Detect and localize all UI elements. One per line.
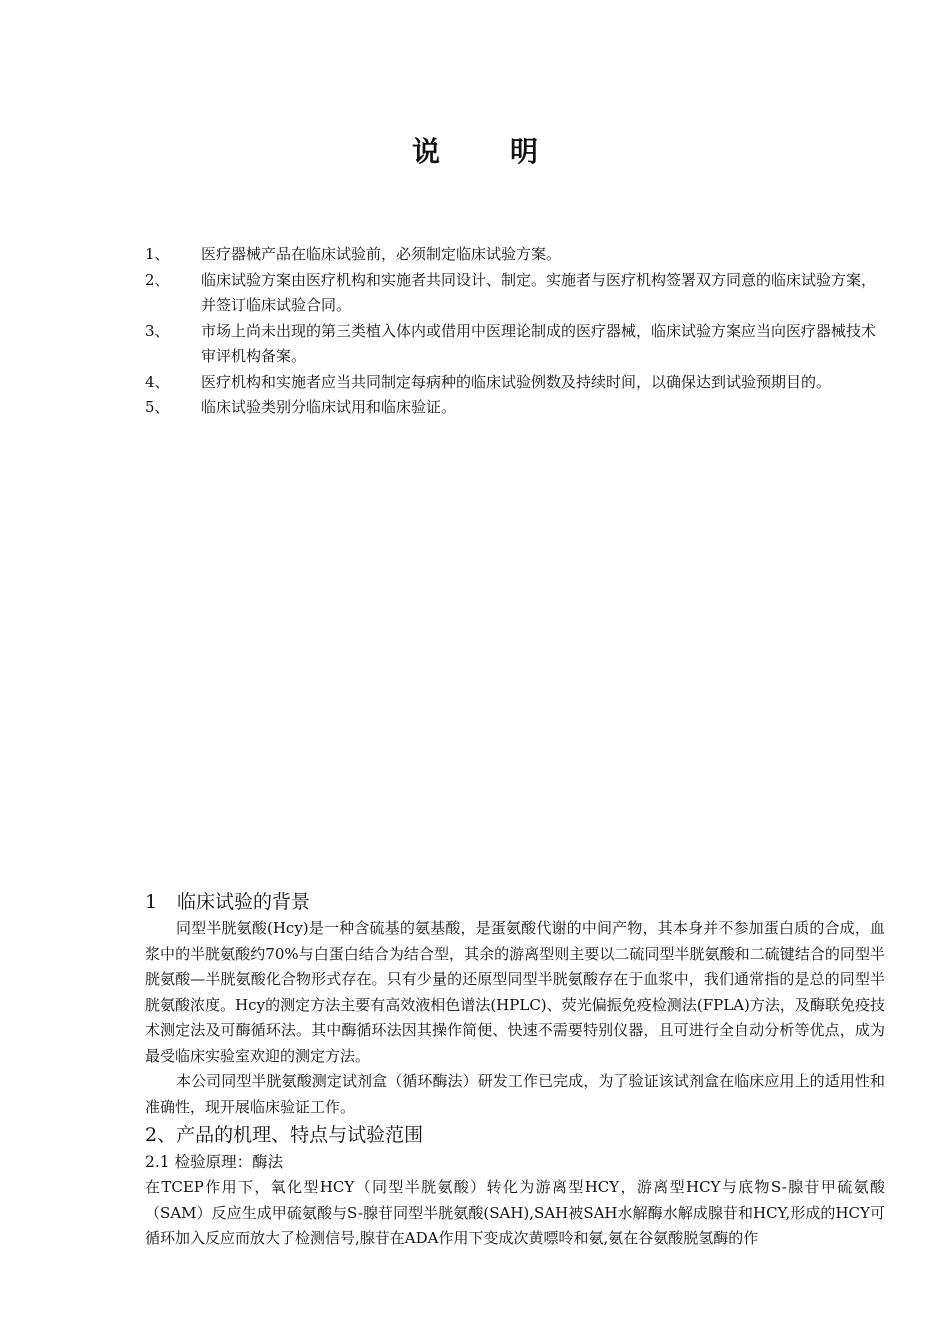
body-content xyxy=(145,888,885,1252)
section-1-paragraph-1: 同型半胱氨酸(Hcy)是一种含硫基的氨基酸，是蛋氨酸代谢的中间产物，其本身并不参加蛋白质的合成，血浆中的半胱氨酸约70%与白蛋白结合为结合型，其余的游离型则主要以二硫同型半胱氨酸和二硫键结合的同型半胱氨酸—半胱氨酸化合物形式存在。只有少量的还原型同型半胱氨酸存在于血浆中，我们通常指的是总的同型半胱氨酸浓度。Hcy的测定方法主要有高效液相色谱法(HPLC)、荧光偏振免疫检测法(FPLA)方法，及酶联免疫技术测定法及可酶循环法。其中酶循环法因其操作简便、快速不需要特别仪器，且可进行全自动分析等优点，成为最受临床实验室欢迎的测定方法。 xyxy=(145,919,885,1065)
note-item xyxy=(145,370,885,396)
title-char-2: 明 xyxy=(510,135,539,168)
note-item xyxy=(145,242,885,268)
section-1-number: 1 xyxy=(145,891,158,913)
section-2-1-paragraph: 在TCEP作用下，氧化型HCY（同型半胱氨酸）转化为游离型HCY，游离型HCY与底物S-腺苷甲硫氨酸（SAM）反应生成甲硫氨酸与S-腺苷同型半胱氨酸(SAH),SAH被SAH水解酶水解成腺苷和HCY,形成的HCY可循环加入反应而放大了检测信号,腺苷在ADA作用下变成次黄嘌呤和氨,氨在谷氨酸脱氢酶的作 xyxy=(145,1178,885,1247)
title-char-1: 说 xyxy=(411,135,440,168)
section-1-title: 临床试验的背景 xyxy=(177,891,311,913)
note-text: 医疗机构和实施者应当共同制定每病种的临床试验例数及持续时间，以确保达到试验预期目的。 xyxy=(201,372,832,391)
note-number: 3、 xyxy=(145,321,170,340)
notes-list xyxy=(145,242,885,421)
section-1-paragraph-2: 本公司同型半胱氨酸测定试剂盒（循环酶法）研发工作已完成，为了验证该试剂盒在临床应用上的适用性和准确性，现开展临床验证工作。 xyxy=(145,1072,885,1116)
note-number: 5、 xyxy=(145,398,170,416)
note-number: 4、 xyxy=(145,372,170,391)
note-item xyxy=(145,319,885,370)
page-title xyxy=(0,130,950,170)
section-1-heading xyxy=(145,888,885,916)
note-text: 市场上尚未出现的第三类植入体内或借用中医理论制成的医疗器械，临床试验方案应当向医疗器械技术审评机构备案。 xyxy=(201,321,877,365)
note-number: 2、 xyxy=(145,270,170,289)
note-text: 医疗器械产品在临床试验前，必须制定临床试验方案。 xyxy=(201,245,562,263)
note-text: 临床试验类别分临床试用和临床验证。 xyxy=(201,398,457,416)
section-2-1-heading: 2.1 检验原理：酶法 xyxy=(145,1153,284,1171)
note-item xyxy=(145,395,885,421)
note-item xyxy=(145,268,885,319)
section-2-heading: 2、产品的机理、特点与试验范围 xyxy=(145,1124,424,1146)
note-number: 1、 xyxy=(145,245,170,263)
note-text: 临床试验方案由医疗机构和实施者共同设计、制定。实施者与医疗机构签署双方同意的临床试验方案，并签订临床试验合同。 xyxy=(201,270,877,314)
